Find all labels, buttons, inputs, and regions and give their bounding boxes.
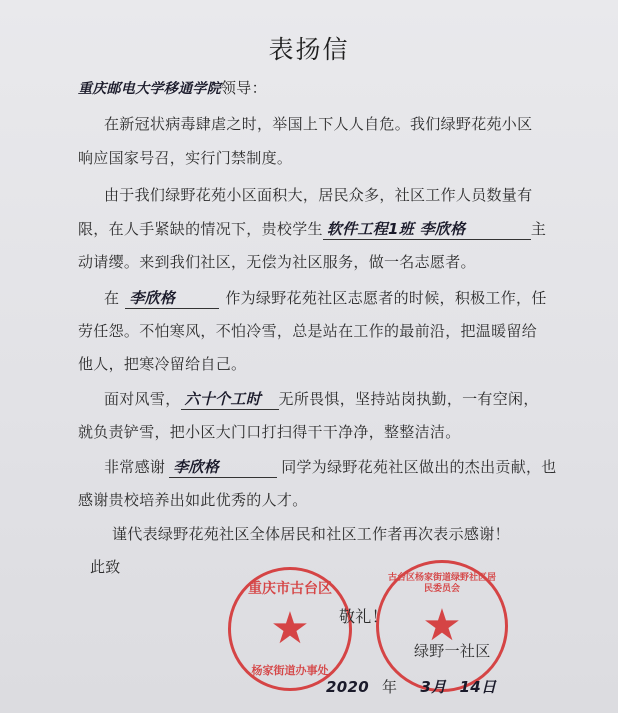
seal-star-icon: ★ <box>270 603 310 654</box>
p5-line1-tail: 同学为绿野花苑社区做出的杰出贡献，也 <box>281 458 557 476</box>
p1-line2: 响应国家号召，实行门禁制度。 <box>78 149 293 167</box>
work-hours-handwritten: 六十个工时 <box>181 388 279 410</box>
letter-title: 表扬信 <box>268 35 350 64</box>
right-seal-text: 古台区杨家街道绿野社区居民委员会 <box>387 573 496 594</box>
signer-name: 绿野一社区 <box>414 642 491 660</box>
p2-line3: 动请缨。来到我们社区，无偿为社区服务，做一名志愿者。 <box>78 253 476 271</box>
p4-line2: 就负责铲雪，把小区大门口打扫得干干净净，整整洁洁。 <box>78 423 461 441</box>
p4-line1-tail: 无所畏惧，坚持站岗执勤，一有空闲， <box>278 390 539 408</box>
p5-lead: 非常感谢 <box>104 458 166 476</box>
salutation-suffix: 领导： <box>221 79 267 97</box>
p3-line1-tail: 作为绿野花苑社区志愿者的时候，积极工作，任 <box>225 289 547 307</box>
p3-line3: 他人，把寒冷留给自己。 <box>78 355 247 373</box>
date-year-handwritten: 2020 <box>326 678 369 696</box>
p3-line1 <box>104 287 547 309</box>
student-class-name-handwritten: 软件工程1班 李欣格 <box>323 218 531 240</box>
p1-line1: 在新冠状病毒肆虐之时，举国上下人人自危。我们绿野花苑小区 <box>104 115 533 133</box>
recipient-handwritten: 重庆邮电大学移通学院 <box>78 81 221 97</box>
student-name-handwritten-2: 李欣格 <box>169 456 277 478</box>
signing-date <box>326 676 496 697</box>
p4-lead: 面对风雪， <box>104 390 181 408</box>
closing-jing-li: 敬礼！ <box>339 607 388 626</box>
p6-line1: 谨代表绿野花苑社区全体居民和社区工作者再次表示感谢！ <box>112 525 510 543</box>
student-name-handwritten-1: 李欣格 <box>125 287 219 309</box>
p4-line1 <box>104 388 539 410</box>
p2-line2-text: 限，在人手紧缺的情况下，贵校学生 <box>78 220 323 238</box>
left-seal-bottom-text: 杨家街道办事处 <box>251 664 329 677</box>
p5-line1 <box>104 456 557 478</box>
left-official-seal <box>228 567 352 691</box>
right-official-seal <box>376 560 508 692</box>
p3-line2: 劳任怨。不怕寒风，不怕冷雪，总是站在工作的最前沿，把温暖留给 <box>78 322 538 340</box>
date-month-handwritten: 3月 <box>420 678 447 696</box>
salutation <box>78 77 267 98</box>
p5-line2: 感谢贵校培养出如此优秀的人才。 <box>78 491 308 509</box>
date-day-handwritten: 14日 <box>459 678 497 696</box>
seal-star-icon: ★ <box>422 600 462 651</box>
closing-ci-zhi: 此致 <box>90 558 121 576</box>
p2-line1: 由于我们绿野花苑小区面积大，居民众多，社区工作人员数量有 <box>104 186 533 204</box>
date-year-char: 年 <box>382 678 398 696</box>
p3-lead: 在 <box>104 289 120 307</box>
left-seal-top-text: 重庆市古台区 <box>248 581 332 597</box>
p2-line2 <box>78 218 546 240</box>
p2-line2-tail: 主 <box>530 220 547 238</box>
